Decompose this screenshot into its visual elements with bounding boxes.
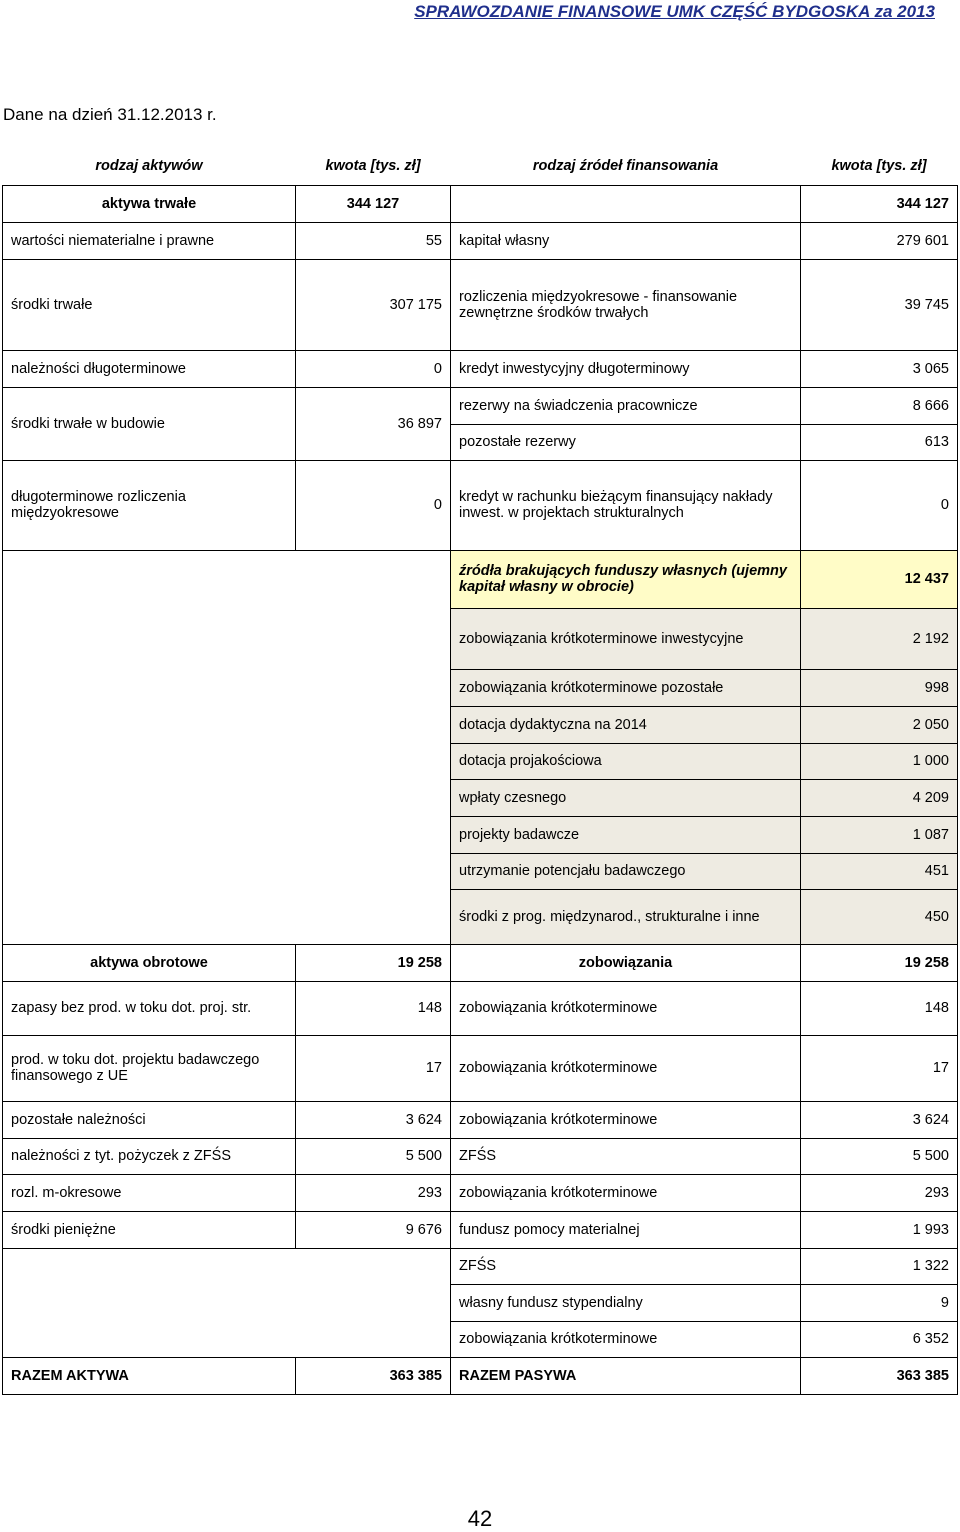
table-row [3,1248,958,1284]
liability-label: zobowiązania krótkoterminowe [451,1174,801,1211]
table-row [3,550,958,608]
asset-label: środki pieniężne [3,1211,296,1248]
liability-amount: 613 [801,424,958,460]
liability-label: dotacja projakościowa [451,743,801,779]
liability-amount: 8 666 [801,387,958,424]
liability-amount: 450 [801,889,958,944]
liability-amount: 279 601 [801,222,958,259]
liability-amount: 293 [801,1174,958,1211]
liability-amount: 1 087 [801,816,958,853]
liability-label: zobowiązania krótkoterminowe pozostałe [451,669,801,706]
asset-label: rozl. m-okresowe [3,1174,296,1211]
liability-label: ZFŚS [451,1138,801,1174]
asset-label: aktywa obrotowe [3,944,296,981]
asset-amount: 55 [296,222,451,259]
asset-label: wartości niematerialne i prawne [3,222,296,259]
asset-amount: 344 127 [296,185,451,222]
liability-label: pozostałe rezerwy [451,424,801,460]
asset-amount: 19 258 [296,944,451,981]
asset-amount: 0 [296,460,451,550]
liability-amount: 3 624 [801,1101,958,1138]
liability-amount: 998 [801,669,958,706]
liability-label: rezerwy na świadczenia pracownicze [451,387,801,424]
liability-label: kredyt inwestycyjny długoterminowy [451,350,801,387]
liability-amount: 148 [801,981,958,1035]
liability-amount: 39 745 [801,259,958,350]
liability-amount: 2 192 [801,608,958,669]
liability-label [451,185,801,222]
liability-label: zobowiązania krótkoterminowe [451,1035,801,1101]
liability-amount: 12 437 [801,550,958,608]
liability-amount: 451 [801,853,958,889]
empty-asset-block [3,550,451,944]
liability-amount: 1 993 [801,1211,958,1248]
page-number: 42 [467,1506,493,1531]
liability-label: zobowiązania krótkoterminowe [451,1321,801,1357]
table-row [3,1174,958,1211]
liability-label: zobowiązania [451,944,801,981]
asset-label: środki trwałe w budowie [3,387,296,460]
asset-label: prod. w toku dot. projektu badawczego finansowego z UE [3,1035,296,1101]
liability-amount: 1 000 [801,743,958,779]
table-row [3,1211,958,1248]
table-row [3,185,958,222]
total-liabilities-amount: 363 385 [801,1357,958,1394]
balance-table [2,148,958,1395]
liability-label: zobowiązania krótkoterminowe [451,1101,801,1138]
asset-label: należności długoterminowe [3,350,296,387]
liability-label: kapitał własny [451,222,801,259]
table-row [3,387,958,424]
table-header-row [3,148,958,185]
liability-label: rozliczenia międzyokresowe - finansowanie zewnętrzne środków trwałych [451,259,801,350]
table-row [3,1138,958,1174]
table-row [3,944,958,981]
header-amount-assets: kwota [tys. zł] [325,158,421,175]
empty-asset-block [3,1248,451,1357]
liability-amount: 17 [801,1035,958,1101]
total-assets-amount: 363 385 [296,1357,451,1394]
liability-label: utrzymanie potencjału badawczego [451,853,801,889]
liability-amount: 19 258 [801,944,958,981]
asset-label: środki trwałe [3,259,296,350]
liability-label: kredyt w rachunku bieżącym finansujący nakłady inwest. w projektach strukturalnych [451,460,801,550]
header-funding-type: rodzaj źródeł finansowania [532,158,719,175]
liability-amount: 4 209 [801,779,958,816]
liability-label: źródła brakujących funduszy własnych (ujemny kapitał własny w obrocie) [451,550,801,608]
table-row [3,259,958,350]
liability-amount: 2 050 [801,706,958,743]
liability-label: wpłaty czesnego [451,779,801,816]
table-row [3,350,958,387]
asset-label: zapasy bez prod. w toku dot. proj. str. [3,981,296,1035]
asset-label: długoterminowe rozliczenia międzyokresowe [3,460,296,550]
liability-label: projekty badawcze [451,816,801,853]
table-row [3,1035,958,1101]
liability-amount: 0 [801,460,958,550]
table-row [3,460,958,550]
asset-label: należności z tyt. pożyczek z ZFŚS [3,1138,296,1174]
liability-label: własny fundusz stypendialny [451,1284,801,1321]
asset-amount: 17 [296,1035,451,1101]
liability-label: dotacja dydaktyczna na 2014 [451,706,801,743]
asset-amount: 3 624 [296,1101,451,1138]
asset-amount: 307 175 [296,259,451,350]
asset-amount: 148 [296,981,451,1035]
liability-label: fundusz pomocy materialnej [451,1211,801,1248]
report-header-title: SPRAWOZDANIE FINANSOWE UMK CZĘŚĆ BYDGOSKA za 2013 [414,2,935,21]
liability-label: środki z prog. międzynarod., strukturalne i inne [451,889,801,944]
table-row [3,222,958,259]
totals-row [3,1357,958,1394]
liability-amount: 3 065 [801,350,958,387]
liability-label: ZFŚS [451,1248,801,1284]
total-assets-label: RAZEM AKTYWA [3,1357,296,1394]
date-label: Dane na dzień 31.12.2013 r. [3,105,217,124]
asset-amount: 36 897 [296,387,451,460]
asset-label: pozostałe należności [3,1101,296,1138]
header-amount-liabilities: kwota [tys. zł] [831,158,927,175]
header-asset-type: rodzaj aktywów [95,158,203,175]
table-row [3,1101,958,1138]
asset-amount: 293 [296,1174,451,1211]
asset-amount: 0 [296,350,451,387]
liability-label: zobowiązania krótkoterminowe inwestycyjne [451,608,801,669]
asset-amount: 5 500 [296,1138,451,1174]
liability-amount: 6 352 [801,1321,958,1357]
asset-label: aktywa trwałe [3,185,296,222]
total-liabilities-label: RAZEM PASYWA [451,1357,801,1394]
liability-amount: 344 127 [801,185,958,222]
liability-amount: 9 [801,1284,958,1321]
asset-amount: 9 676 [296,1211,451,1248]
liability-amount: 1 322 [801,1248,958,1284]
table-row [3,981,958,1035]
liability-amount: 5 500 [801,1138,958,1174]
liability-label: zobowiązania krótkoterminowe [451,981,801,1035]
